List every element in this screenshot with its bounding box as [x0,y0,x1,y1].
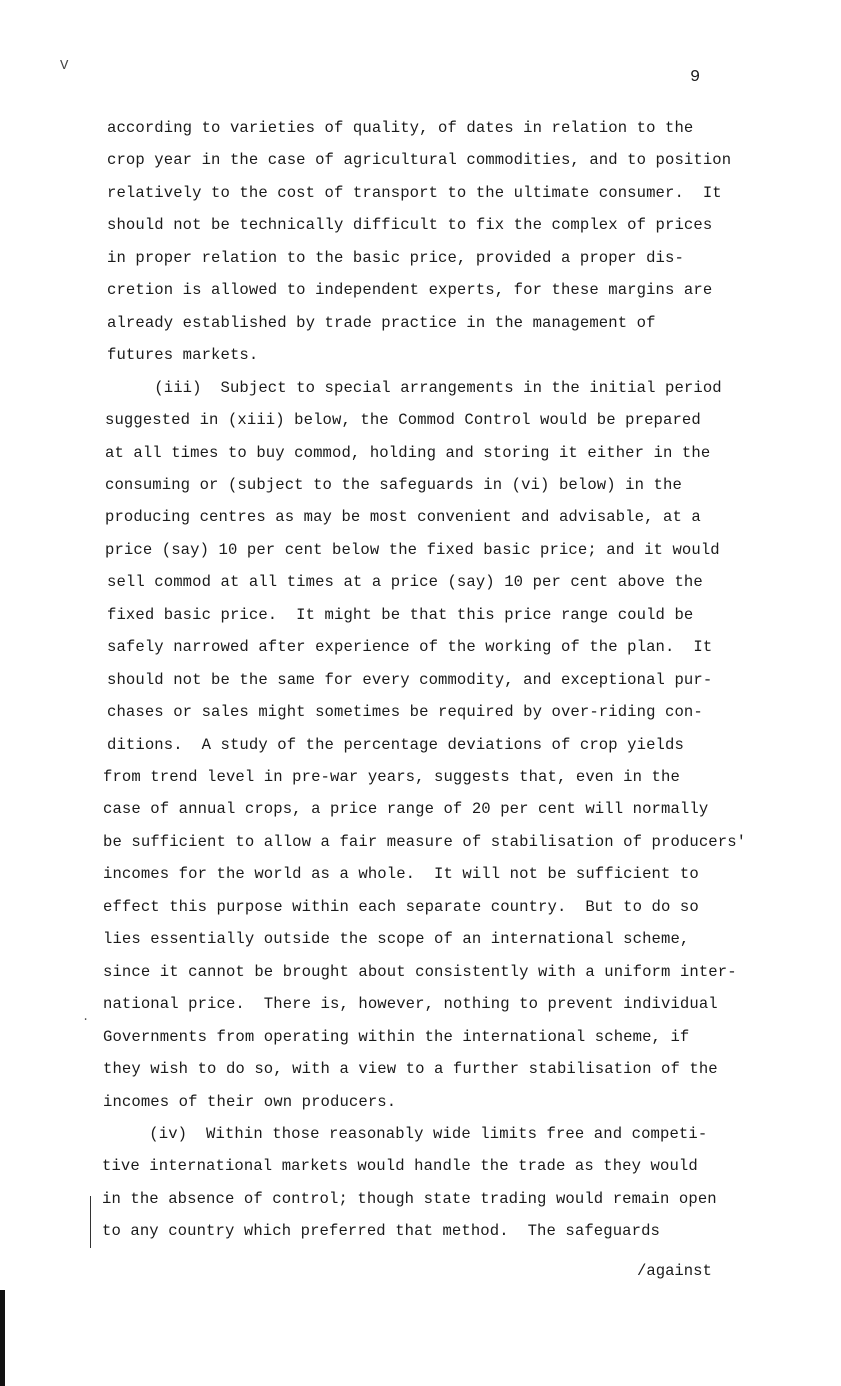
text-line: should not be the same for every commodity, and exceptional pur- [107,671,713,689]
text-line: already established by trade practice in the management of [107,314,656,332]
text-line: in the absence of control; though state trading would remain open [102,1190,717,1208]
text-line: since it cannot be brought about consistently with a uniform inter- [103,963,737,981]
corner-mark: V [60,58,69,74]
text-line: in proper relation to the basic price, provided a proper dis- [107,249,684,267]
text-line: ditions. A study of the percentage deviations of crop yields [107,736,684,754]
text-line: producing centres as may be most convenient and advisable, at a [105,508,701,526]
text-line: should not be technically difficult to fix the complex of prices [107,216,713,234]
text-line: (iv) Within those reasonably wide limits free and competi- [102,1125,708,1143]
text-line: they wish to do so, with a view to a further stabilisation of the [103,1060,718,1078]
text-line: according to varieties of quality, of dates in relation to the [107,119,694,137]
text-line: futures markets. [107,346,259,364]
text-line: be sufficient to allow a fair measure of stabilisation of producers' [103,833,747,851]
page-number: 9 [690,68,701,87]
text-line: case of annual crops, a price range of 20 per cent will normally [103,800,709,818]
text-line: tive international markets would handle the trade as they would [102,1157,698,1175]
scan-edge-bar [0,1290,5,1386]
margin-dot: . [82,1010,90,1024]
text-line: Governments from operating within the international scheme, if [103,1028,690,1046]
text-line: (iii) Subject to special arrangements in the initial period [107,379,722,397]
text-line: incomes for the world as a whole. It will not be sufficient to [103,865,699,883]
text-line: lies essentially outside the scope of an international scheme, [103,930,690,948]
text-line: cretion is allowed to independent experts, for these margins are [107,281,713,299]
text-line: national price. There is, however, nothing to prevent individual [103,995,718,1013]
text-line: at all times to buy commod, holding and storing it either in the [105,444,711,462]
margin-bracket [90,1196,94,1248]
text-line: chases or sales might sometimes be required by over-riding con- [107,703,703,721]
text-line: effect this purpose within each separate country. But to do so [103,898,699,916]
text-line: price (say) 10 per cent below the fixed basic price; and it would [105,541,720,559]
text-line: suggested in (xiii) below, the Commod Control would be prepared [105,411,701,429]
text-line: from trend level in pre-war years, suggests that, even in the [103,768,680,786]
text-line: to any country which preferred that method. The safeguards [102,1222,661,1240]
text-line: incomes of their own producers. [103,1093,397,1111]
text-line: consuming or (subject to the safeguards in (vi) below) in the [105,476,682,494]
text-line: crop year in the case of agricultural commodities, and to position [107,151,732,169]
text-line: safely narrowed after experience of the working of the plan. It [107,638,713,656]
text-line: fixed basic price. It might be that this price range could be [107,606,694,624]
text-line: relatively to the cost of transport to the ultimate consumer. It [107,184,722,202]
continuation-word: /against [637,1262,712,1280]
text-line: sell commod at all times at a price (say) 10 per cent above the [107,573,703,591]
